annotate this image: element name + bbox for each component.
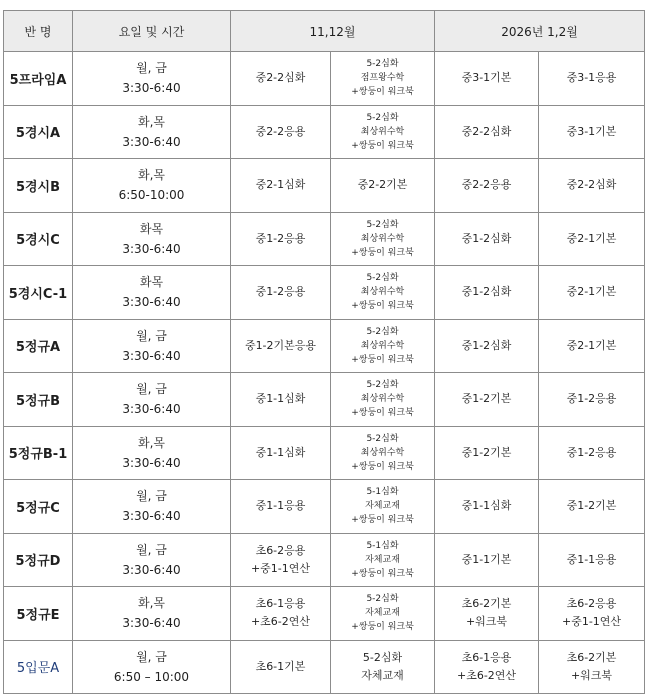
- curriculum-cell: [539, 52, 645, 106]
- curriculum-cell: [435, 640, 539, 694]
- curriculum-line: 중2-2응용: [255, 124, 306, 138]
- curriculum-line: 중2-1기본: [566, 231, 617, 245]
- schedule-hours: 3:30-6:40: [122, 241, 181, 256]
- schedule-cell: [73, 640, 231, 694]
- curriculum-line: 자체교재: [365, 554, 400, 565]
- curriculum-cell: [231, 319, 331, 373]
- header-class: 반 명: [4, 11, 73, 52]
- curriculum-line: 중1-1응용: [566, 552, 617, 566]
- curriculum-cell: [331, 319, 435, 373]
- curriculum-line: 중1-1기본: [461, 552, 512, 566]
- curriculum-cell: [231, 373, 331, 427]
- schedule-hours: 3:30-6:40: [122, 562, 181, 577]
- curriculum-line: +워크북: [570, 668, 613, 682]
- curriculum-cell: [231, 533, 331, 587]
- curriculum-cell: [231, 266, 331, 320]
- curriculum-cell: [435, 105, 539, 159]
- table-row: [4, 266, 645, 320]
- curriculum-cell: [539, 533, 645, 587]
- curriculum-line: 중1-2심화: [461, 285, 512, 299]
- curriculum-cell: [331, 159, 435, 213]
- curriculum-line: 최상위수학: [360, 233, 405, 244]
- schedule-hours: 6:50 – 10:00: [113, 669, 190, 684]
- curriculum-cell: [435, 159, 539, 213]
- curriculum-line: 5-2심화: [366, 380, 399, 391]
- curriculum-cell: [435, 319, 539, 373]
- curriculum-cell: [435, 266, 539, 320]
- curriculum-cell: [331, 533, 435, 587]
- curriculum-cell: [231, 480, 331, 534]
- curriculum-cell: [231, 212, 331, 266]
- schedule-hours: 3:30-6:40: [122, 134, 181, 149]
- curriculum-line: 중1-1심화: [461, 499, 512, 513]
- curriculum-line: 중2-2응용: [461, 178, 512, 192]
- curriculum-cell: [539, 587, 645, 641]
- class-name-cell: 5경시A: [4, 105, 73, 159]
- curriculum-line: 중3-1응용: [566, 71, 617, 85]
- schedule-hours: 3:30-6:40: [122, 348, 181, 363]
- curriculum-line: 중2-2기본: [357, 178, 408, 192]
- class-name-cell: 5경시B: [4, 159, 73, 213]
- curriculum-line: 중1-2기본: [566, 499, 617, 513]
- curriculum-cell: [435, 587, 539, 641]
- table-row: [4, 52, 645, 106]
- schedule-hours: 3:30-6:40: [122, 509, 181, 524]
- table-row: [4, 319, 645, 373]
- curriculum-line: 최상위수학: [360, 287, 405, 298]
- schedule-hours: 3:30-6:40: [122, 81, 181, 96]
- curriculum-line: 중1-2응용: [255, 285, 306, 299]
- class-name-cell: 5정규E: [4, 587, 73, 641]
- curriculum-cell: [539, 212, 645, 266]
- schedule-cell: [73, 426, 231, 480]
- schedule-days: 화,목: [138, 168, 165, 183]
- curriculum-line: +초6-2연산: [456, 668, 517, 682]
- curriculum-line: 자체교재: [365, 501, 400, 512]
- schedule-days: 월, 금: [136, 328, 167, 343]
- table-row: [4, 159, 645, 213]
- schedule-days: 월, 금: [136, 542, 167, 557]
- curriculum-line: 중1-1심화: [255, 445, 306, 459]
- curriculum-line: 5-1심화: [366, 540, 399, 551]
- schedule-days: 화,목: [138, 596, 165, 611]
- curriculum-line: 중1-2응용: [566, 445, 617, 459]
- curriculum-cell: [435, 212, 539, 266]
- curriculum-line: 중3-1기본: [461, 71, 512, 85]
- curriculum-cell: [331, 640, 435, 694]
- curriculum-cell: [539, 480, 645, 534]
- curriculum-cell: [331, 266, 435, 320]
- table-row: [4, 212, 645, 266]
- curriculum-line: 최상위수학: [360, 394, 405, 405]
- schedule-days: 화,목: [138, 435, 165, 450]
- curriculum-line: 중1-2기본: [461, 445, 512, 459]
- curriculum-cell: [231, 587, 331, 641]
- curriculum-line: 초6-1응용: [255, 597, 306, 611]
- curriculum-line: 최상위수학: [360, 447, 405, 458]
- curriculum-cell: [539, 105, 645, 159]
- curriculum-line: 중1-1심화: [255, 392, 306, 406]
- curriculum-line: 5-2심화: [366, 594, 399, 605]
- curriculum-line: 최상위수학: [360, 126, 405, 137]
- schedule-cell: [73, 587, 231, 641]
- curriculum-cell: [331, 587, 435, 641]
- schedule-days: 화목: [139, 221, 164, 236]
- curriculum-line: 초6-1기본: [255, 659, 306, 673]
- curriculum-line: +쌍둥이 워크북: [351, 408, 414, 419]
- curriculum-line: +쌍둥이 워크북: [351, 301, 414, 312]
- header-period1: 11,12월: [231, 11, 435, 52]
- curriculum-cell: [331, 212, 435, 266]
- schedule-cell: [73, 105, 231, 159]
- curriculum-line: 초6-1응용: [461, 650, 512, 664]
- curriculum-cell: [435, 533, 539, 587]
- curriculum-line: +워크북: [465, 615, 508, 629]
- curriculum-line: 초6-2기본: [566, 650, 617, 664]
- curriculum-cell: [331, 52, 435, 106]
- schedule-hours: 3:30-6:40: [122, 616, 181, 631]
- schedule-cell: [73, 212, 231, 266]
- schedule-cell: [73, 480, 231, 534]
- curriculum-cell: [435, 52, 539, 106]
- curriculum-cell: [231, 105, 331, 159]
- schedule-days: 월, 금: [136, 61, 167, 76]
- curriculum-line: 초6-2응용: [255, 543, 306, 557]
- curriculum-line: +쌍둥이 워크북: [351, 461, 414, 472]
- schedule-days: 월, 금: [136, 489, 167, 504]
- schedule-days: 화목: [139, 275, 164, 290]
- curriculum-cell: [231, 159, 331, 213]
- class-schedule-table: [3, 10, 645, 694]
- curriculum-line: 5-2심화: [366, 112, 399, 123]
- curriculum-line: 중1-2응용: [255, 231, 306, 245]
- curriculum-line: 중1-1응용: [255, 499, 306, 513]
- curriculum-line: 5-2심화: [362, 650, 403, 664]
- curriculum-line: 자체교재: [361, 668, 404, 682]
- curriculum-line: 5-2심화: [366, 219, 399, 230]
- schedule-hours: 3:30-6:40: [122, 402, 181, 417]
- curriculum-line: 중2-2심화: [461, 124, 512, 138]
- class-name-cell: 5정규B-1: [4, 426, 73, 480]
- curriculum-line: 중1-2심화: [461, 338, 512, 352]
- curriculum-line: 중2-2심화: [566, 178, 617, 192]
- curriculum-line: 초6-2응용: [566, 597, 617, 611]
- curriculum-line: 5-1심화: [366, 487, 399, 498]
- curriculum-line: +초6-2연산: [250, 615, 311, 629]
- curriculum-line: 중1-2심화: [461, 231, 512, 245]
- curriculum-line: +쌍둥이 워크북: [351, 568, 414, 579]
- curriculum-line: +쌍둥이 워크북: [351, 515, 414, 526]
- curriculum-line: 자체교재: [365, 608, 400, 619]
- table-row: [4, 587, 645, 641]
- curriculum-cell: [331, 105, 435, 159]
- curriculum-cell: [331, 373, 435, 427]
- curriculum-line: +쌍둥이 워크북: [351, 247, 414, 258]
- schedule-hours: 3:30-6:40: [122, 295, 181, 310]
- header-row: [4, 11, 645, 52]
- table-row: [4, 426, 645, 480]
- curriculum-line: 중1-2기본: [461, 392, 512, 406]
- curriculum-cell: [231, 640, 331, 694]
- curriculum-cell: [435, 480, 539, 534]
- class-name-cell: 5경시C: [4, 212, 73, 266]
- curriculum-cell: [231, 52, 331, 106]
- class-name-cell: 5정규C: [4, 480, 73, 534]
- schedule-days: 월, 금: [136, 382, 167, 397]
- curriculum-line: 초6-2기본: [461, 597, 512, 611]
- schedule-cell: [73, 159, 231, 213]
- schedule-hours: 3:30-6:40: [122, 455, 181, 470]
- curriculum-cell: [331, 480, 435, 534]
- schedule-cell: [73, 533, 231, 587]
- schedule-hours: 6:50-10:00: [118, 188, 185, 203]
- curriculum-cell: [331, 426, 435, 480]
- header-period2: 2026년 1,2월: [435, 11, 645, 52]
- class-name-cell: 5입문A: [4, 640, 73, 694]
- curriculum-line: 중2-1심화: [255, 178, 306, 192]
- curriculum-cell: [435, 373, 539, 427]
- curriculum-cell: [231, 426, 331, 480]
- table-row: [4, 533, 645, 587]
- curriculum-line: +중1-1연산: [561, 615, 622, 629]
- header-schedule: 요일 및 시간: [73, 11, 231, 52]
- curriculum-line: 중1-2응용: [566, 392, 617, 406]
- schedule-body: [4, 52, 645, 694]
- schedule-cell: [73, 266, 231, 320]
- schedule-cell: [73, 319, 231, 373]
- curriculum-line: 5-2심화: [366, 273, 399, 284]
- class-name-cell: 5경시C-1: [4, 266, 73, 320]
- curriculum-line: 중2-2심화: [255, 71, 306, 85]
- curriculum-line: 5-2심화: [366, 433, 399, 444]
- curriculum-line: 중3-1기본: [566, 124, 617, 138]
- schedule-days: 화,목: [138, 114, 165, 129]
- schedule-cell: [73, 52, 231, 106]
- table-row: [4, 373, 645, 427]
- curriculum-line: 점프왕수학: [360, 73, 405, 84]
- class-name-cell: 5정규B: [4, 373, 73, 427]
- class-name-cell: 5정규D: [4, 533, 73, 587]
- curriculum-line: 중1-2기본응용: [244, 338, 317, 352]
- schedule-cell: [73, 373, 231, 427]
- curriculum-cell: [539, 373, 645, 427]
- curriculum-cell: [539, 640, 645, 694]
- class-name-cell: 5정규A: [4, 319, 73, 373]
- curriculum-line: 중2-1기본: [566, 338, 617, 352]
- curriculum-cell: [539, 319, 645, 373]
- curriculum-cell: [539, 159, 645, 213]
- curriculum-cell: [539, 266, 645, 320]
- curriculum-line: 5-2심화: [366, 59, 399, 70]
- curriculum-line: 최상위수학: [360, 340, 405, 351]
- class-name-cell: 5프라임A: [4, 52, 73, 106]
- schedule-days: 월, 금: [136, 649, 167, 664]
- curriculum-line: 중2-1기본: [566, 285, 617, 299]
- curriculum-line: +쌍둥이 워크북: [351, 140, 414, 151]
- curriculum-cell: [539, 426, 645, 480]
- curriculum-cell: [435, 426, 539, 480]
- curriculum-line: +쌍둥이 워크북: [351, 622, 414, 633]
- curriculum-line: +쌍둥이 워크북: [351, 354, 414, 365]
- table-row: [4, 640, 645, 694]
- table-row: [4, 480, 645, 534]
- curriculum-line: +쌍둥이 워크북: [351, 87, 414, 98]
- curriculum-line: 5-2심화: [366, 326, 399, 337]
- table-row: [4, 105, 645, 159]
- curriculum-line: +중1-1연산: [250, 561, 311, 575]
